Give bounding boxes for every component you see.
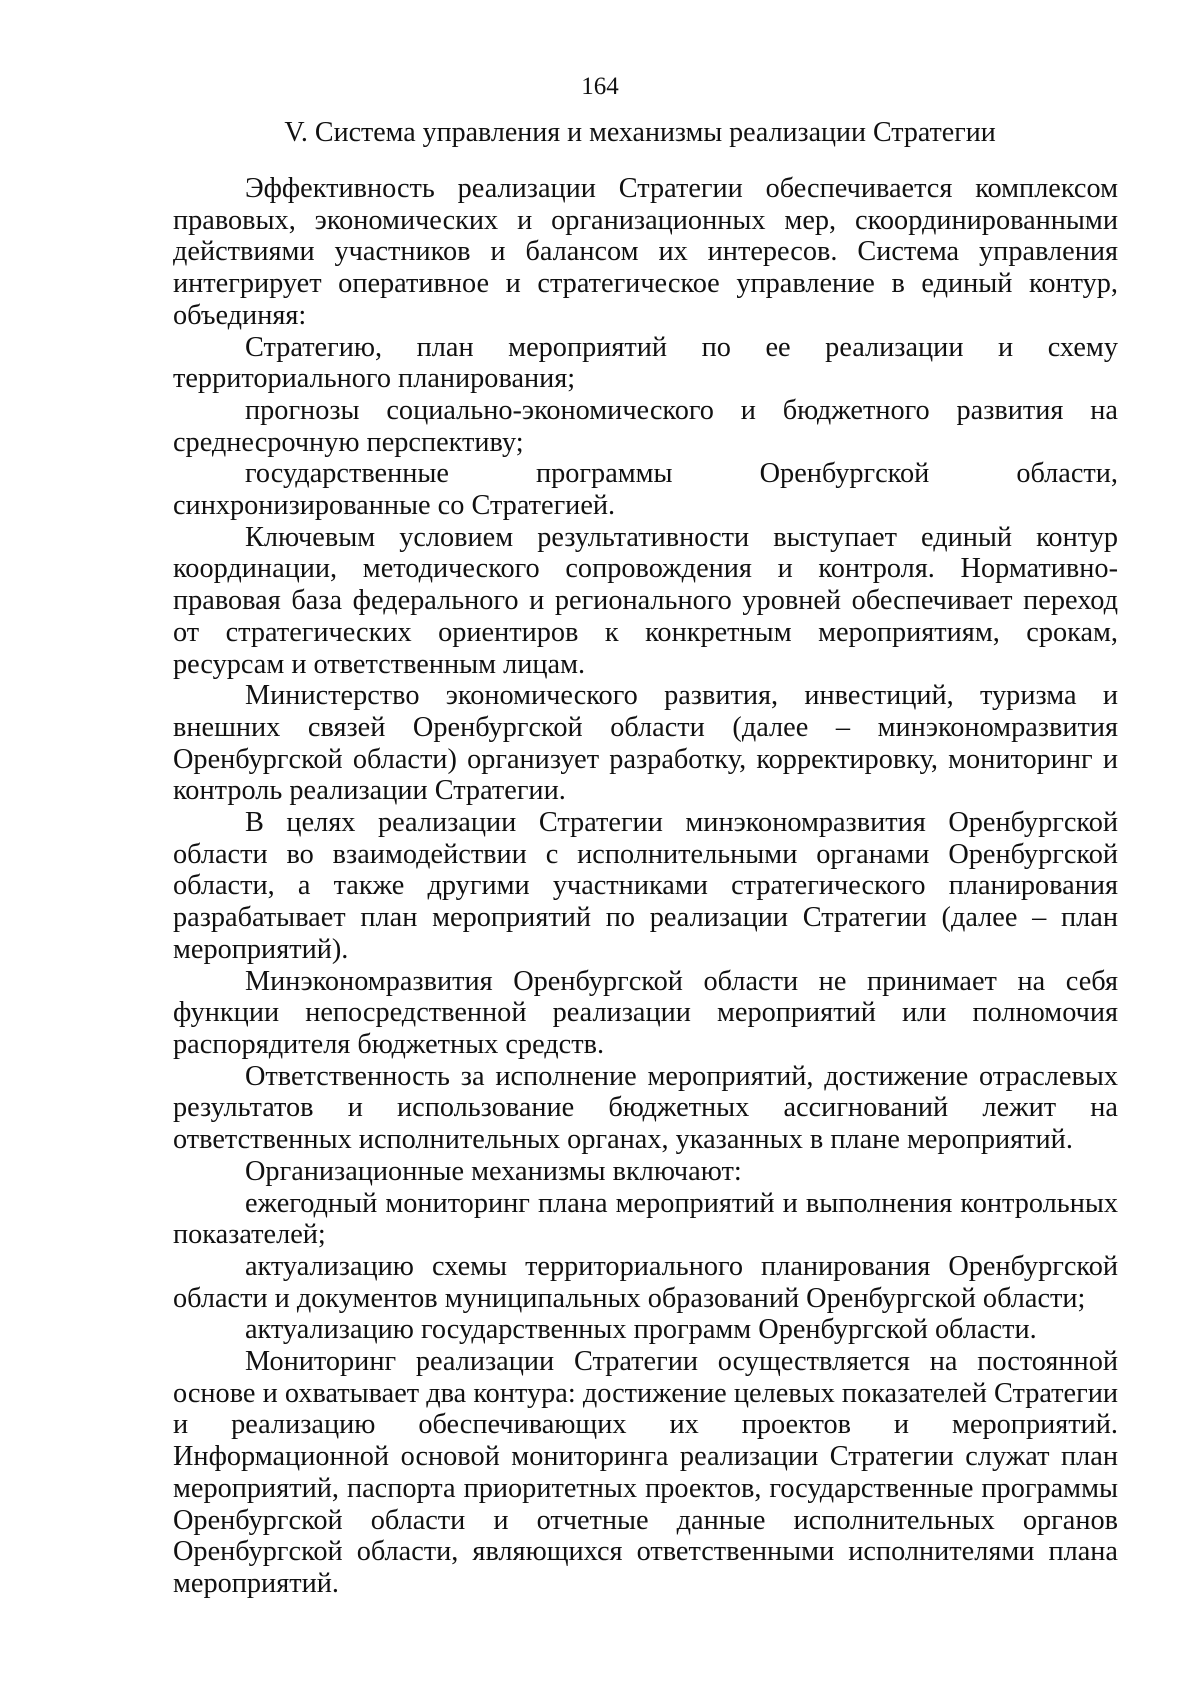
paragraph: ежегодный мониторинг плана мероприятий и выполнения контрольных показателей; [173, 1187, 1118, 1251]
paragraph: прогнозы социально-экономического и бюджетного развития на среднесрочную перспективу; [173, 394, 1118, 458]
paragraph: Министерство экономического развития, инвестиций, туризма и внешних связей Оренбургской области (далее – минэкономразвития Оренбургской области) организует разработку, корректировку, мониторинг и контроль реализации Стратегии. [173, 680, 1118, 807]
paragraph: актуализацию схемы территориального планирования Оренбургской области и документов муниципальных образований Оренбургской области; [173, 1250, 1118, 1314]
paragraph: Мониторинг реализации Стратегии осуществляется на постоянной основе и охватывает два контура: достижение целевых показателей Стратегии и реализацию обеспечивающих их проектов и мероприятий. Информационной основой мониторинга реализации Стратегии служат план мероприятий, паспорта приоритетных проектов, государственные программы Оренбургской области и отчетные данные исполнительных органов Оренбургской области, являющихся ответственными исполнителями плана мероприятий. [173, 1346, 1118, 1599]
paragraph: Стратегию, план мероприятий по ее реализации и схему территориального планирования; [173, 331, 1118, 395]
paragraph: государственные программы Оренбургской области, синхронизированные со Стратегией. [173, 458, 1118, 522]
paragraph: Организационные механизмы включают: [245, 1155, 742, 1187]
paragraph: актуализацию государственных программ Оренбургской области. [245, 1314, 1037, 1346]
paragraph: Ключевым условием результативности выступает единый контур координации, методического сопровождения и контроля. Нормативно-правовая база федерального и регионального уровней обеспечивает переход от стратегических ориентиров к конкретным мероприятиям, срокам, ресурсам и ответственным лицам. [173, 521, 1118, 680]
page-number: 164 [581, 73, 619, 100]
paragraph: Эффективность реализации Стратегии обеспечивается комплексом правовых, экономических и организационных мер, скоординированными действиями участников и балансом их интересов. Система управления интегрирует оперативное и стратегическое управление в единый контур, объединяя: [173, 173, 1118, 331]
section-heading: V. Система управления и механизмы реализации Стратегии [284, 117, 996, 148]
document-body [173, 173, 1118, 1600]
paragraph: В целях реализации Стратегии минэкономразвития Оренбургской области во взаимодействии с исполнительными органами Оренбургской области, а также другими участниками стратегического планирования разрабатывает план мероприятий по реализации Стратегии (далее – план мероприятий). [173, 807, 1118, 965]
paragraph: Ответственность за исполнение мероприятий, достижение отраслевых результатов и использование бюджетных ассигнований лежит на ответственных исполнительных органах, указанных в плане мероприятий. [173, 1060, 1118, 1156]
paragraph: Минэкономразвития Оренбургской области не принимает на себя функции непосредственной реализации мероприятий или полномочия распорядителя бюджетных средств. [173, 965, 1118, 1060]
